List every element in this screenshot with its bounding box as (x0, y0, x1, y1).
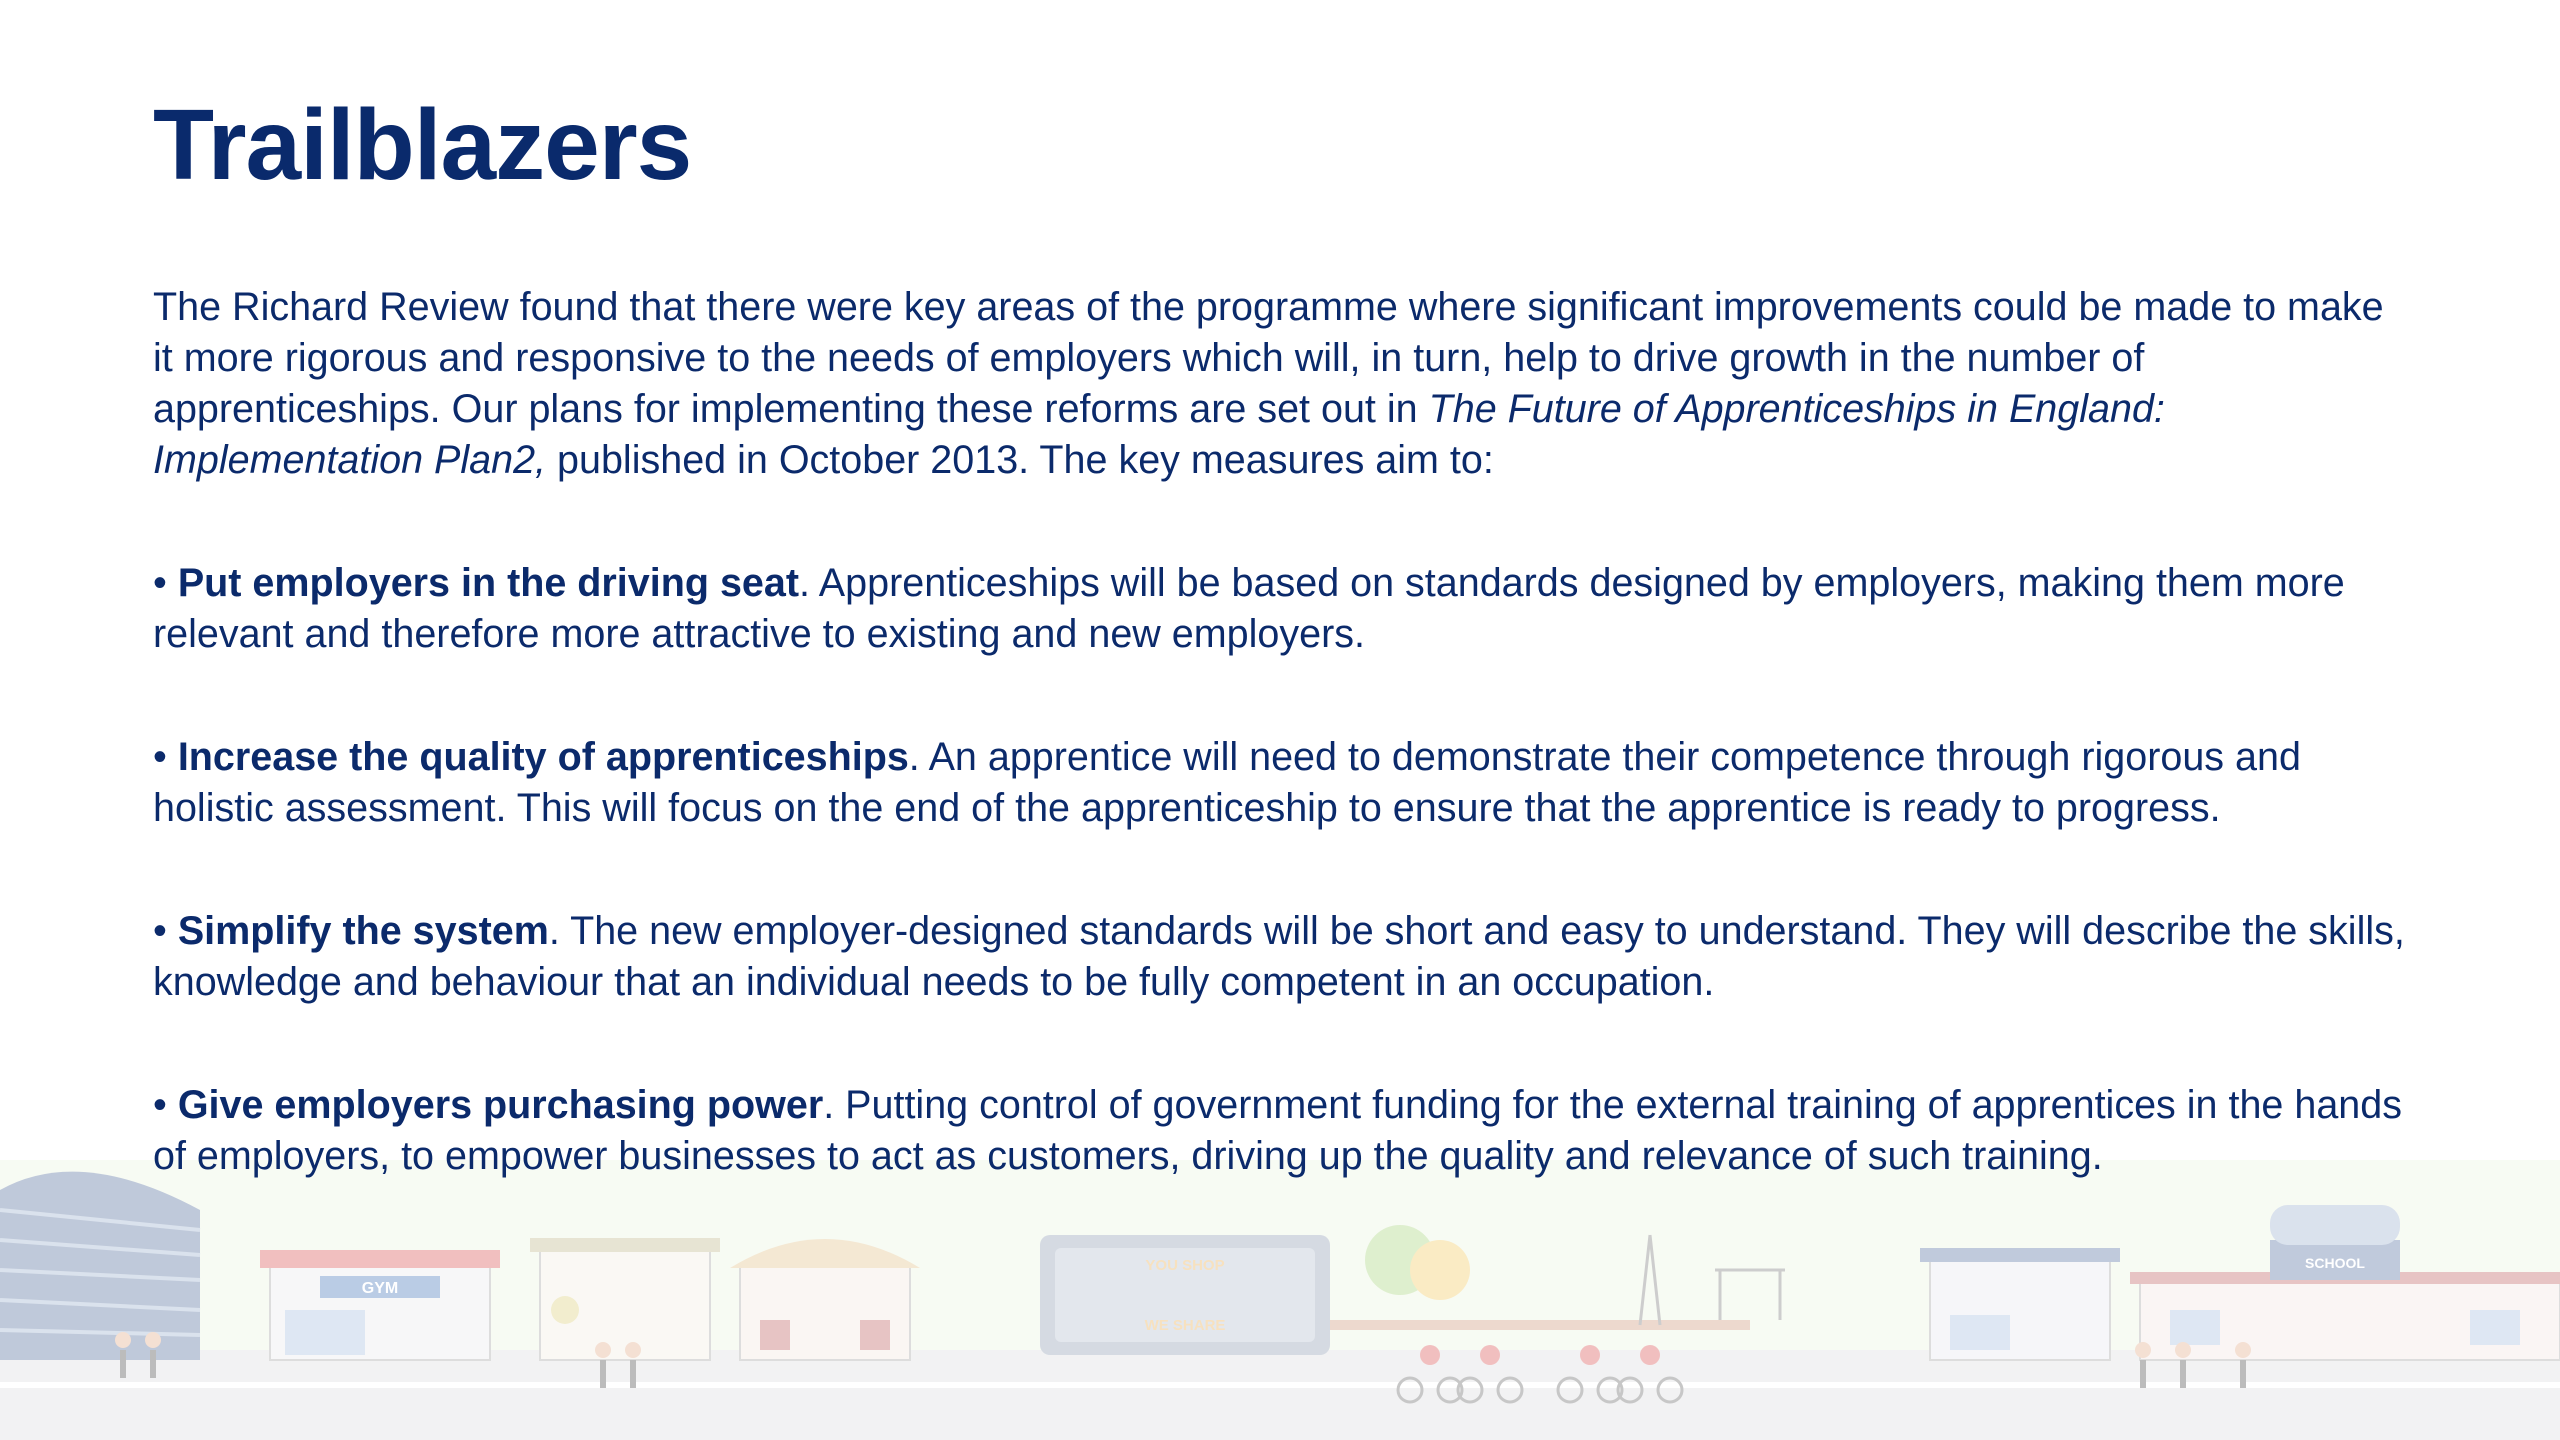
bullet-item (153, 1080, 2413, 1182)
school-building (2270, 1240, 2400, 1280)
gym-sign: GYM (361, 1280, 399, 1297)
you-shop-sign: YOU SHOP (1145, 1257, 1225, 1274)
bullet-glyph: • (153, 735, 167, 779)
intro-text-end: published in October 2013. The key measures aim to: (546, 438, 1494, 482)
bullet-item (153, 906, 2413, 1008)
gym-building (260, 1250, 500, 1360)
bullet-glyph: • (153, 909, 167, 953)
bullet-heading: Put employers in the driving seat (177, 561, 800, 605)
school-sign: SCHOOL (2305, 1255, 2365, 1271)
plan-title: The Future of Apprenticeships in England: Implementation Plan2, (153, 387, 2165, 482)
bullet-heading: Increase the quality of apprenticeships (177, 735, 909, 779)
bullet-heading: Give employers purchasing power (177, 1083, 824, 1127)
we-share-sign: WE SHARE (1144, 1317, 1226, 1334)
slide-title: Trailblazers (153, 89, 692, 201)
shop-share-board (1040, 1235, 1330, 1355)
bullet-glyph: • (153, 1083, 167, 1127)
town-scene-illustration (0, 1150, 2560, 1440)
intro-text: The Richard Review found that there were key areas of the programme where significant improvements could be made to make it more rigorous and responsive to the needs of employers which will, in turn, help to drive growth in the number of apprenticeships. Our plans for implementing these reforms are set out in (153, 285, 2384, 431)
bullet-text: . An apprentice will need to demonstrate their competence through rigorous and holistic assessment. This will focus on the end of the apprenticeship to ensure that the apprentice is ready to progress. (153, 735, 2301, 830)
intro-paragraph (153, 282, 2413, 486)
slide-body (153, 282, 2413, 1182)
bullet-item (153, 558, 2413, 660)
bullet-text: . Apprenticeships will be based on standards designed by employers, making them more relevant and therefore more attractive to existing and new employers. (153, 561, 2345, 656)
bullet-text: . The new employer-designed standards will be short and easy to understand. They will describe the skills, knowledge and behaviour that an individual needs to be fully competent in an occupation. (153, 909, 2405, 1004)
bullet-glyph: • (153, 561, 167, 605)
bullet-text: . Putting control of government funding for the external training of apprentices in the hands of employers, to empower businesses to act as customers, driving up the quality and relevance of such training. (153, 1083, 2402, 1178)
bullet-heading: Simplify the system (177, 909, 549, 953)
bullet-item (153, 732, 2413, 834)
